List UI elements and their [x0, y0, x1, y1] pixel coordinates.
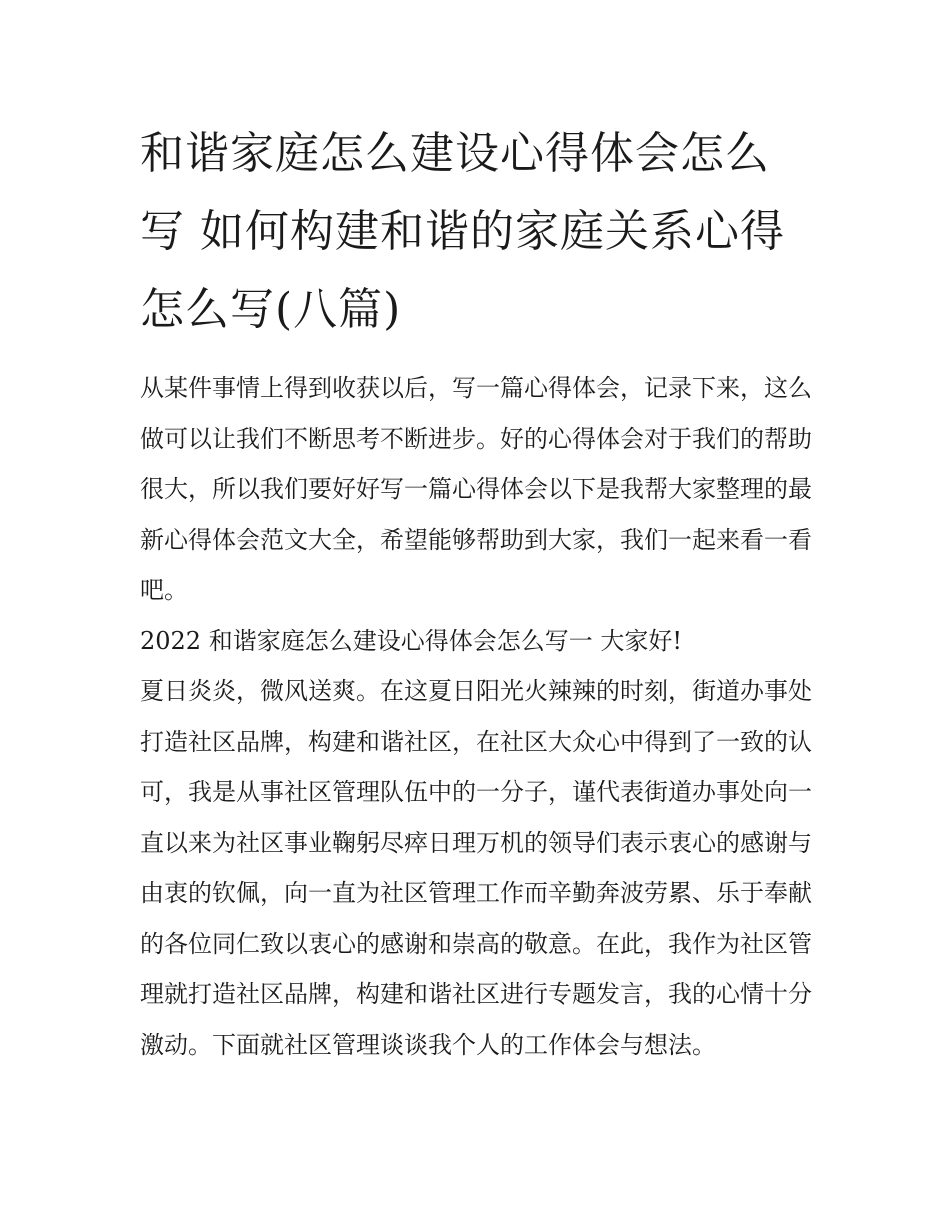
document-title: 和谐家庭怎么建设心得体会怎么写 如何构建和谐的家庭关系心得怎么写(八篇)	[140, 128, 785, 335]
document-body	[140, 115, 812, 1070]
body-paragraph: 夏日炎炎，微风送爽。在这夏日阳光火辣辣的时刻，街道办事处打造社区品牌，构建和谐社区，在社区大众心中得到了一致的认可，我是从事社区管理队伍中的一分子，谨代表街道办事处向一直以来为社区事业鞠躬尽瘁日理万机的领导们表示衷心的感谢与由衷的钦佩，向一直为社区管理工作而辛勤奔波劳累、乐于奉献的各位同仁致以衷心的感谢和崇高的敬意。在此，我作为社区管理就打造社区品牌，构建和谐社区进行专题发言，我的心情十分激动。下面就社区管理谈谈我个人的工作体会与想法。	[140, 677, 812, 1059]
section-heading: 2022 和谐家庭怎么建设心得体会怎么写一 大家好!	[140, 626, 682, 655]
intro-paragraph: 从某件事情上得到收获以后，写一篇心得体会，记录下来，这么做可以让我们不断思考不断进步。好的心得体会对于我们的帮助很大，所以我们要好好写一篇心得体会以下是我帮大家整理的最新心得体会范文大全，希望能够帮助到大家，我们一起来看一看吧。	[140, 374, 812, 604]
